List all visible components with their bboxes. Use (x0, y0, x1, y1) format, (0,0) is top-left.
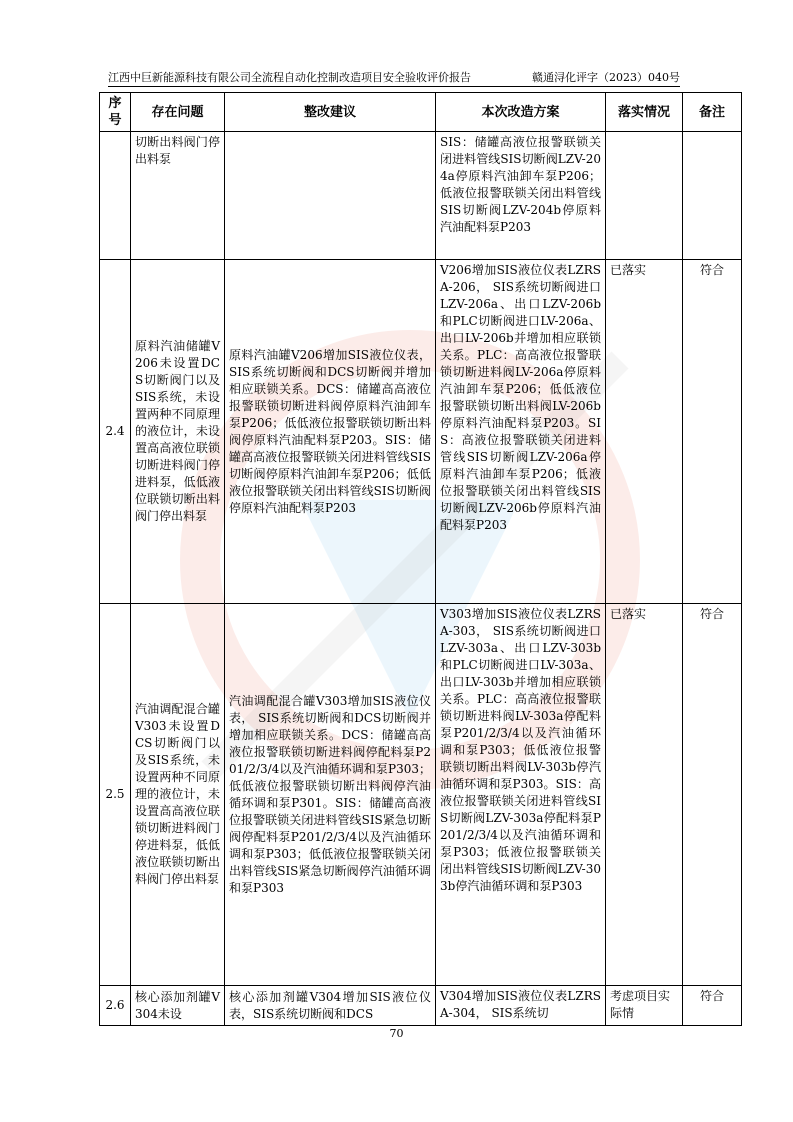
row-suggestion: 原料汽油罐V206增加SIS液位仪表， SIS系统切断阀和DCS切断阀并增加相应联锁关系。DCS：储罐高高液位报警联锁切断进料阀停原料汽油卸车泵P206；低低液位报警联锁切断出料阀停原料汽油配料泵P203。SIS：储罐高高液位报警联锁关闭进料管线SIS切断阀停原料汽油卸车泵P206；低低液位报警联锁关闭出料管线SIS切断阀停原料汽油配料泵P203 (225, 260, 436, 604)
row-plan: V206增加SIS液位仪表LZRSA-206， SIS系统切断阀进口LZV-206a、出口LZV-206b和PLC切断阀进口LV-206a、出口LV-206b并增加相应联锁关系。PLC：高高液位报警联锁切断进料阀LV-206a停原料汽油卸车泵P206；低低液位报警联锁切断出料阀LV-206b停原料汽油配料泵P203。SIS：高液位报警联锁关闭进料管线SIS切断阀LZV-206a停原料汽油卸车泵P206；低液位报警联锁关闭出料管线SIS切断阀LZV-206b停原料汽油配料泵P203 (436, 260, 606, 604)
page-number: 70 (389, 1027, 404, 1040)
row-note: 符合 (683, 604, 742, 986)
table-row (100, 986, 742, 1026)
col-header-suggestion: 整改建议 (225, 93, 436, 132)
table-row (100, 132, 742, 260)
report-code: 赣通浔化评字（2023）040号 (532, 71, 680, 84)
row-number: 2.6 (100, 986, 131, 1026)
row-number (100, 132, 131, 260)
table-header-row (100, 93, 742, 132)
row-note (683, 132, 742, 260)
row-suggestion (225, 132, 436, 260)
row-issue: 核心添加剂罐V304未设 (131, 986, 225, 1026)
row-plan: SIS：储罐高液位报警联锁关闭进料管线SIS切断阀LZV-204a停原料汽油卸车泵P206；低液位报警联锁关闭出料管线SIS切断阀LZV-204b停原料汽油配料泵P203 (436, 132, 606, 260)
row-status: 已落实 (606, 260, 683, 604)
row-plan: V304增加SIS液位仪表LZRSA-304， SIS系统切 (436, 986, 606, 1026)
row-note: 符合 (683, 986, 742, 1026)
row-issue: 原料汽油储罐V206未设置DCS切断阀门以及SIS系统，未设置两种不同原理的液位计，未设置高高液位联锁切断进料阀门停进料泵，低低液位联锁切断出料阀门停出料泵 (131, 260, 225, 604)
row-number: 2.5 (100, 604, 131, 986)
row-number: 2.4 (100, 260, 131, 604)
col-header-status: 落实情况 (606, 93, 683, 132)
table-row (100, 260, 742, 604)
row-suggestion: 汽油调配混合罐V303增加SIS液位仪表， SIS系统切断阀和DCS切断阀并增加相应联锁关系。DCS：储罐高高液位报警联锁切断进料阀停配料泵P201/2/3/4以及汽油循环调和泵P303；低低液位报警联锁切断出料阀停汽油循环调和泵P301。SIS：储罐高高液位报警联锁关闭进料管线SIS紧急切断阀停配料泵P201/2/3/4以及汽油循环调和泵P303；低低液位报警联锁关闭出料管线SIS紧急切断阀停汽油循环调和泵P303 (225, 604, 436, 986)
row-status: 已落实 (606, 604, 683, 986)
report-title: 江西中巨新能源科技有限公司全流程自动化控制改造项目安全验收评价报告 (108, 71, 471, 84)
rectification-table (99, 92, 742, 1026)
row-status (606, 132, 683, 260)
row-issue: 汽油调配混合罐V303未设置DCS切断阀门以及SIS系统，未设置两种不同原理的液位计，未设置高高液位联锁切断进料阀门停进料泵，低低液位联锁切断出料阀门停出料泵 (131, 604, 225, 986)
row-suggestion: 核心添加剂罐V304增加SIS液位仪表，SIS系统切断阀和DCS (225, 986, 436, 1026)
row-issue: 切断出料阀门停出料泵 (131, 132, 225, 260)
row-status: 考虑项目实际情 (606, 986, 683, 1026)
col-header-issue: 存在问题 (131, 93, 225, 132)
page-header (108, 70, 680, 87)
col-header-no: 序号 (100, 93, 131, 132)
col-header-plan: 本次改造方案 (436, 93, 606, 132)
col-header-note: 备注 (683, 93, 742, 132)
row-plan: V303增加SIS液位仪表LZRSA-303， SIS系统切断阀进口LZV-303a、出口LZV-303b和PLC切断阀进口LV-303a、出口LV-303b并增加相应联锁关系。PLC：高高液位报警联锁切断进料阀LV-303a停配料泵P201/2/3/4以及汽油循环调和泵P303；低低液位报警联锁切断出料阀LV-303b停汽油循环调和泵P303。SIS：高液位报警联锁关闭进料管线SIS切断阀LZV-303a停配料泵P201/2/3/4以及汽油循环调和泵P303；低液位报警联锁关闭出料管线SIS切断阀LZV-303b停汽油循环调和泵P303 (436, 604, 606, 986)
row-note: 符合 (683, 260, 742, 604)
table-row (100, 604, 742, 986)
